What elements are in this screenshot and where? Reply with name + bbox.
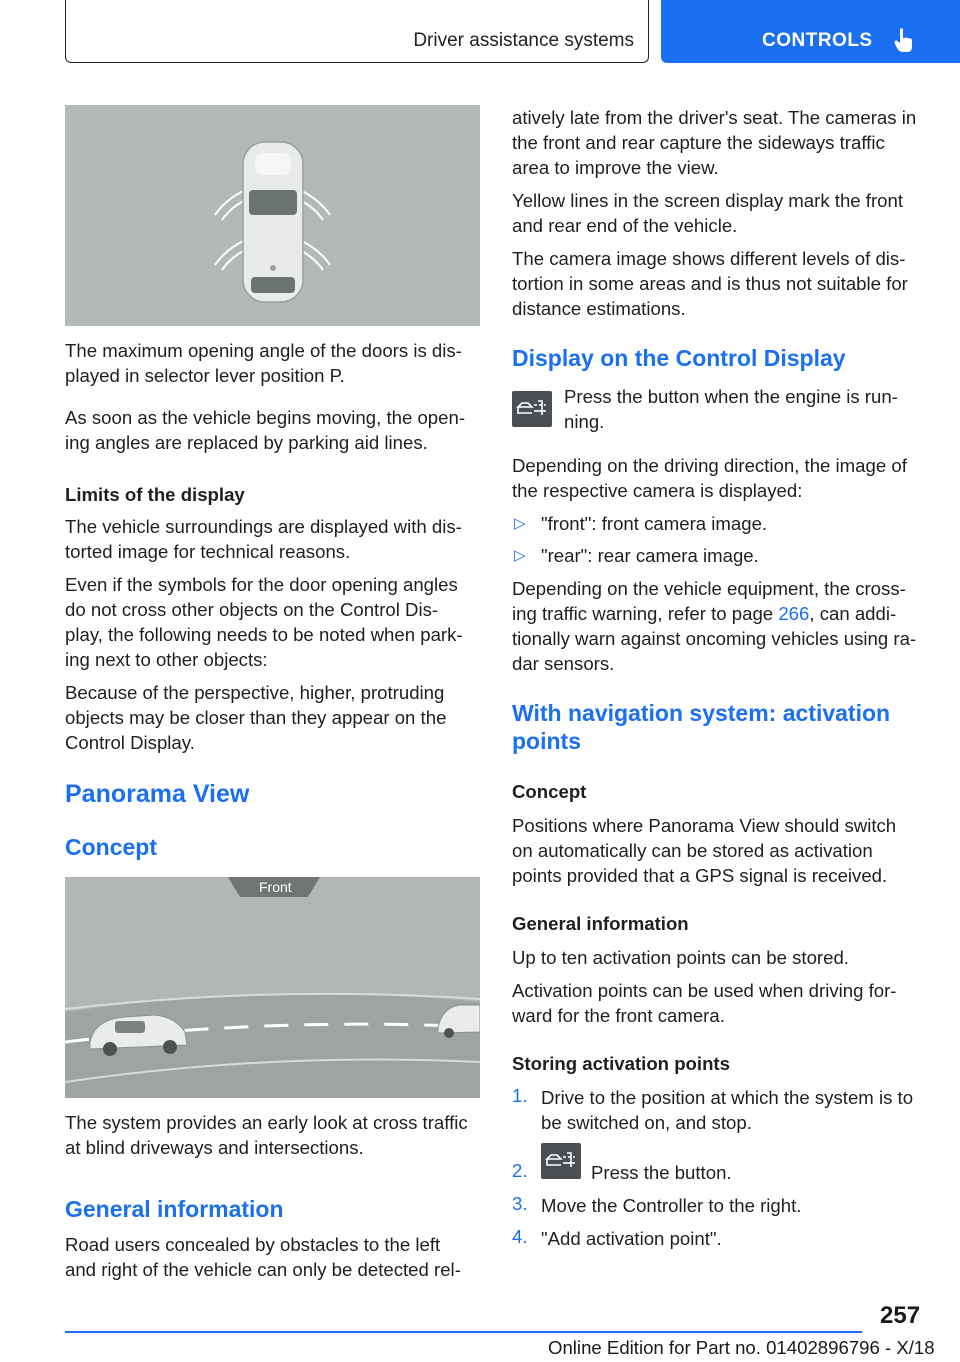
cross-traffic-text-line4: dar sensors. (512, 653, 615, 674)
forward-text-line2: ward for the front camera. (512, 1005, 725, 1026)
yellow-lines-text-line1: Yellow lines in the screen display mark the front (512, 190, 904, 211)
door-angle-text-line1: The maximum opening angle of the doors is dis- (65, 340, 462, 361)
press-button-text-line1: Press the button when the engine is run- (564, 386, 898, 407)
positions-text-line1: Positions where Panorama View should switch (512, 815, 897, 836)
forward-text-line1: Activation points can be used when driving for- (512, 980, 897, 1001)
step-1-line1: Drive to the position at which the system is to (541, 1087, 914, 1108)
camera-button-icon (512, 391, 552, 427)
limits-text-line2: torted image for technical reasons. (65, 541, 351, 562)
pointing-hand-icon (893, 27, 915, 53)
cross-traffic-text-line1: Depending on the vehicle equipment, the cross- (512, 578, 906, 599)
camera-button-icon (541, 1143, 581, 1179)
footer-divider (65, 1331, 862, 1333)
general-information-heading-left: General information (65, 1196, 284, 1222)
symbols-text-line4: ing next to other objects: (65, 649, 268, 670)
panorama-view-figure (65, 877, 480, 1098)
symbols-text-line1: Even if the symbols for the door opening angles (65, 574, 458, 595)
positions-text-line3: points provided that a GPS signal is received. (512, 865, 888, 886)
parking-camera-icon (541, 1143, 581, 1179)
page-number: 257 (880, 1302, 921, 1329)
system-text-line1: The system provides an early look at cross traffic (65, 1112, 468, 1133)
step-number: 3. (512, 1193, 528, 1214)
step-3-text: Move the Controller to the right. (541, 1195, 802, 1216)
step-number: 4. (512, 1226, 528, 1247)
vehicle-door-angle-figure (65, 105, 480, 326)
navigation-activation-heading-line1: With navigation system: activation (512, 700, 891, 726)
perspective-text-line3: Control Display. (65, 732, 195, 753)
press-button-text-line2: ning. (564, 411, 605, 432)
cameras-text-line1: atively late from the driver's seat. The cameras in (512, 107, 917, 128)
general-information-heading-right: General information (512, 913, 689, 934)
system-text-line2: at blind driveways and intersections. (65, 1137, 364, 1158)
panorama-road-illustration (65, 877, 480, 1098)
distortion-text-line1: The camera image shows different levels of dis- (512, 248, 906, 269)
car-topview-illustration (65, 105, 480, 326)
front-camera-label: Front (259, 879, 292, 895)
header-chapter-title: CONTROLS (762, 30, 873, 51)
step-number: 1. (512, 1085, 528, 1106)
driving-direction-text-line2: the respective camera is displayed: (512, 480, 803, 501)
symbols-text-line3: play, the following needs to be noted when park- (65, 624, 463, 645)
display-control-display-heading: Display on the Control Display (512, 345, 846, 371)
bullet-triangle-icon: ▷ (514, 515, 526, 532)
parking-camera-icon (512, 391, 552, 427)
limits-heading: Limits of the display (65, 484, 245, 505)
cross-traffic-text-line3: tionally warn against oncoming vehicles using ra- (512, 628, 917, 649)
positions-text-line2: on automatically can be stored as activation (512, 840, 873, 861)
bullet-triangle-icon: ▷ (514, 547, 526, 564)
distortion-text-line2: tortion in some areas and is thus not suitable for (512, 273, 908, 294)
driving-direction-text-line1: Depending on the driving direction, the image of (512, 455, 907, 476)
storing-points-heading: Storing activation points (512, 1053, 730, 1074)
step-1-line2: be switched on, and stop. (541, 1112, 752, 1133)
panorama-view-heading: Panorama View (65, 780, 250, 808)
concept-heading-right: Concept (512, 781, 587, 802)
navigation-activation-heading-line2: points (512, 728, 581, 754)
perspective-text-line1: Because of the perspective, higher, protruding (65, 682, 445, 703)
header-chapter-tab[interactable] (661, 0, 960, 63)
perspective-text-line2: objects may be closer than they appear on the (65, 707, 447, 728)
limits-text-line1: The vehicle surroundings are displayed with dis- (65, 516, 462, 537)
door-angle-text-line2: played in selector lever position P. (65, 365, 345, 386)
moving-text-line2: ing angles are replaced by parking aid lines. (65, 432, 428, 453)
road-users-text-line2: and right of the vehicle can only be detected rel- (65, 1259, 461, 1280)
page-266-link[interactable]: 266 (778, 603, 810, 624)
cross-traffic-text-line2: ing traffic warning, refer to page 266, can addi- (512, 603, 897, 624)
header-section-tab (65, 0, 649, 63)
yellow-lines-text-line2: and rear end of the vehicle. (512, 215, 738, 236)
road-users-text-line1: Road users concealed by obstacles to the left (65, 1234, 441, 1255)
header-section-title: Driver assistance systems (413, 30, 634, 51)
concept-heading-left: Concept (65, 834, 157, 860)
symbols-text-line2: do not cross other objects on the Control Dis- (65, 599, 439, 620)
bullet-rear-camera: "rear": rear camera image. (541, 545, 759, 566)
step-number: 2. (512, 1160, 528, 1181)
cameras-text-line2: the front and rear capture the sideways traffic (512, 132, 885, 153)
ten-points-text: Up to ten activation points can be stored. (512, 947, 849, 968)
footer-edition-text: Online Edition for Part no. 01402896796 - X/18 (548, 1337, 935, 1358)
step-2-text: Press the button. (591, 1162, 732, 1183)
moving-text-line1: As soon as the vehicle begins moving, the open- (65, 407, 466, 428)
step-4-text: "Add activation point". (541, 1228, 722, 1249)
distortion-text-line3: distance estimations. (512, 298, 686, 319)
bullet-front-camera: "front": front camera image. (541, 513, 768, 534)
cameras-text-line3: area to improve the view. (512, 157, 719, 178)
